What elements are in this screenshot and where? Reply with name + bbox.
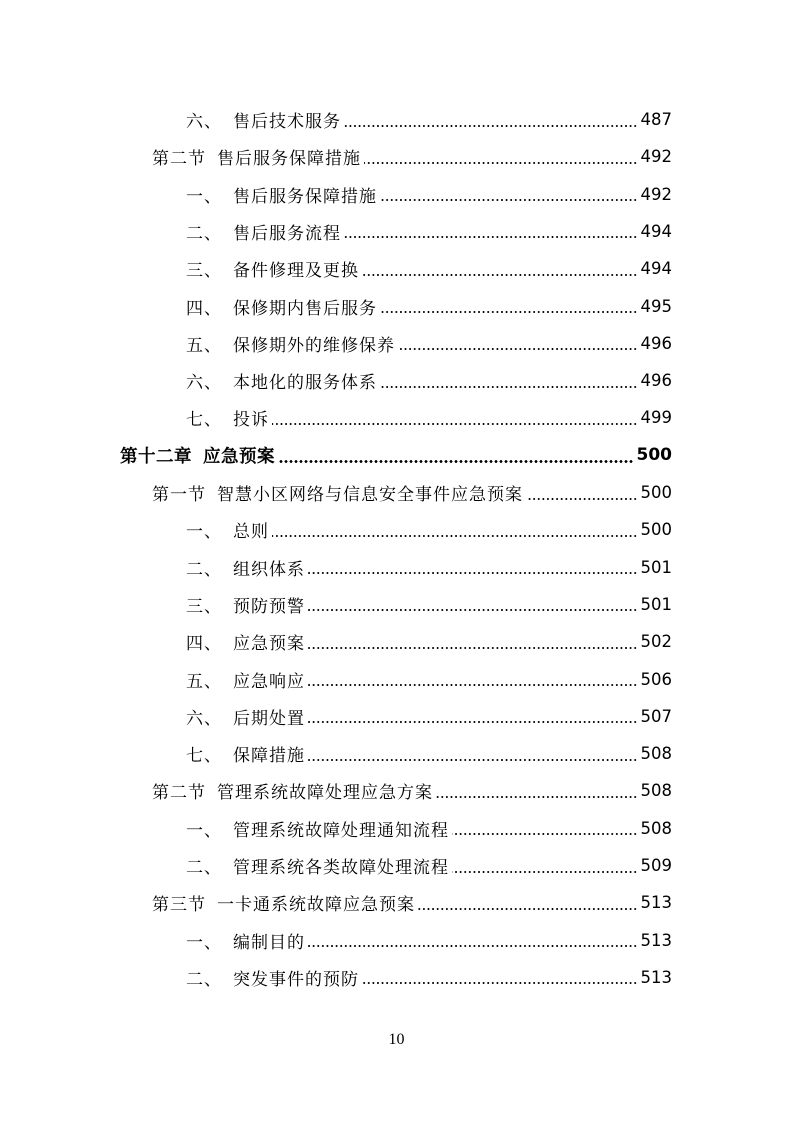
toc-entry-page: 513	[640, 893, 672, 913]
dot-leader	[308, 609, 638, 611]
toc-entry-label	[120, 443, 275, 468]
toc-entry[interactable]	[152, 772, 672, 809]
toc-entry-number: 第二节	[152, 149, 206, 170]
toc-entry-number: 第一节	[152, 485, 206, 505]
dot-leader	[380, 199, 638, 201]
toc-entry-number: 二、	[186, 559, 222, 580]
toc-entry[interactable]	[152, 884, 672, 921]
dot-leader	[308, 945, 638, 947]
toc-entry-title: 投诉	[233, 410, 269, 431]
dot-leader	[308, 684, 638, 686]
toc-entry-page: 487	[640, 110, 672, 129]
toc-entry-number: 五、	[186, 671, 222, 692]
toc-entry-page: 507	[640, 706, 672, 726]
toc-entry-label	[186, 517, 269, 542]
toc-entry-label	[186, 629, 305, 654]
dot-leader	[418, 908, 638, 910]
toc-entry-page: 502	[640, 632, 672, 652]
toc-entry-title: 售后技术服务	[233, 112, 341, 132]
dot-leader	[308, 572, 638, 574]
dot-leader	[526, 498, 638, 500]
toc-entry-page: 509	[640, 856, 672, 875]
toc-entry-label	[186, 182, 377, 207]
toc-entry-title: 后期处置	[233, 708, 305, 729]
toc-entry-title: 售后服务保障措施	[217, 149, 361, 170]
toc-entry-page: 492	[640, 184, 672, 204]
toc-entry-page: 496	[640, 371, 672, 391]
toc-entry[interactable]	[152, 474, 672, 511]
toc-entry[interactable]	[186, 399, 672, 436]
dot-leader	[452, 833, 638, 835]
toc-entry-title: 突发事件的预防	[233, 969, 359, 990]
dot-leader	[344, 236, 638, 238]
toc-entry-page: 500	[640, 483, 672, 502]
dot-leader	[272, 423, 638, 425]
toc-entry-number: 六、	[186, 708, 222, 729]
toc-entry-label	[186, 331, 395, 356]
toc-entry-title: 预防预警	[233, 596, 305, 617]
toc-entry-number: 五、	[186, 335, 222, 356]
toc-entry-label	[152, 144, 361, 169]
toc-entry-label	[152, 480, 523, 505]
toc-entry-page: 492	[640, 147, 672, 167]
toc-entry[interactable]	[186, 549, 672, 586]
toc-entry-label	[186, 405, 269, 430]
toc-entry[interactable]	[186, 810, 672, 847]
toc-entry[interactable]	[186, 735, 672, 772]
toc-entry-label	[186, 667, 305, 692]
toc-entry-page: 496	[640, 333, 672, 353]
toc-entry-number: 一、	[186, 186, 222, 207]
toc-entry-number: 四、	[186, 634, 222, 655]
toc-entry[interactable]	[186, 698, 672, 735]
toc-entry-label	[186, 592, 305, 617]
toc-entry-label	[186, 219, 341, 244]
toc-entry-number: 六、	[186, 373, 222, 394]
toc-entry-number: 第二节	[152, 783, 206, 804]
toc-entry-title: 组织体系	[233, 559, 305, 580]
toc-entry[interactable]	[186, 511, 672, 548]
toc-entry-label	[186, 816, 449, 841]
toc-entry-title: 保障措施	[233, 746, 305, 767]
toc-entry-number: 四、	[186, 298, 222, 319]
dot-leader	[308, 759, 638, 761]
toc-entry-page: 495	[640, 296, 672, 316]
toc-entry-page: 494	[640, 259, 672, 279]
toc-entry-page: 513	[640, 930, 672, 950]
toc-entry-page: 501	[640, 557, 672, 577]
toc-entry[interactable]	[186, 959, 672, 996]
toc-entry-page: 508	[640, 781, 672, 801]
toc-entry-label	[152, 778, 433, 803]
toc-entry-label	[186, 853, 449, 878]
toc-entry-label	[186, 256, 359, 281]
toc-entry-label	[186, 965, 359, 990]
toc-entry[interactable]	[186, 250, 672, 287]
toc-entry[interactable]	[186, 325, 672, 362]
toc-entry-label	[186, 294, 377, 319]
toc-entry-page: 508	[640, 818, 672, 838]
toc-entry-title: 售后服务流程	[233, 223, 341, 244]
toc-entry-number: 一、	[186, 932, 222, 953]
dot-leader	[452, 871, 638, 873]
toc-entry-page: 501	[640, 594, 672, 614]
toc-entry-page: 506	[640, 669, 672, 689]
toc-entry[interactable]	[152, 138, 672, 175]
toc-entry[interactable]	[186, 922, 672, 959]
toc-entry-number: 三、	[186, 261, 222, 282]
toc-entry-title: 备件修理及更换	[233, 261, 359, 282]
toc-entry[interactable]	[186, 586, 672, 623]
toc-entry[interactable]	[186, 362, 672, 399]
dot-leader	[344, 125, 638, 127]
dot-leader	[308, 647, 638, 649]
toc-entry-number: 一、	[186, 820, 222, 841]
toc-entry-title: 本地化的服务体系	[233, 373, 377, 394]
toc-entry-title: 保修期内售后服务	[233, 298, 377, 319]
toc-entry-title: 售后服务保障措施	[233, 186, 377, 207]
toc-entry-page: 508	[640, 744, 672, 764]
toc-entry-page: 500	[636, 445, 672, 466]
toc-entry-title: 总则	[233, 522, 269, 543]
toc-entry-page: 500	[640, 520, 672, 540]
toc-entry-page: 494	[640, 221, 672, 241]
toc-entry-title: 应急预案	[203, 446, 275, 467]
dot-leader	[362, 982, 638, 984]
toc-entry[interactable]	[186, 288, 672, 325]
dot-leader	[364, 162, 638, 164]
toc-entry-label	[186, 704, 305, 729]
toc-entry[interactable]	[186, 661, 672, 698]
toc-entry-label	[186, 107, 341, 132]
dot-leader	[308, 721, 638, 723]
toc-entry-number: 二、	[186, 969, 222, 990]
toc-entry-title: 编制目的	[233, 932, 305, 953]
toc-entry-page: 499	[640, 408, 672, 428]
toc-entry[interactable]	[186, 176, 672, 213]
toc-entry-page: 513	[640, 967, 672, 987]
toc-entry-number: 三、	[186, 596, 222, 617]
toc-entry-label	[186, 368, 377, 393]
toc-entry-title: 保修期外的维修保养	[233, 335, 395, 356]
toc-entry-number: 六、	[186, 112, 222, 132]
dot-leader	[278, 460, 634, 463]
toc-entry-title: 智慧小区网络与信息安全事件应急预案	[217, 485, 523, 505]
toc-entry-label	[152, 890, 415, 915]
toc-entry-title: 管理系统故障处理通知流程	[233, 820, 449, 841]
dot-leader	[380, 311, 638, 313]
toc-entry-number: 第十二章	[120, 446, 192, 467]
toc-entry-number: 二、	[186, 858, 222, 878]
dot-leader	[436, 796, 638, 798]
toc-entry[interactable]	[186, 623, 672, 660]
toc-entry[interactable]	[186, 101, 672, 138]
toc-entry-title: 应急响应	[233, 671, 305, 692]
toc-entry-title: 一卡通系统故障应急预案	[217, 895, 415, 916]
toc-entry-number: 七、	[186, 410, 222, 431]
toc-entry-number: 二、	[186, 223, 222, 244]
toc-entry-title: 应急预案	[233, 634, 305, 655]
toc-entry-label	[186, 928, 305, 953]
toc-entry[interactable]	[186, 213, 672, 250]
toc-entry-number: 七、	[186, 746, 222, 767]
toc-entry-label	[186, 741, 305, 766]
dot-leader	[362, 274, 638, 276]
toc-chapter-entry[interactable]	[120, 437, 672, 474]
page-number: 10	[388, 1031, 405, 1048]
dot-leader	[272, 535, 638, 537]
toc-entry-number: 一、	[186, 522, 222, 543]
toc-entry-label	[186, 555, 305, 580]
toc-entry-title: 管理系统各类故障处理流程	[233, 858, 449, 878]
toc-entry-number: 第三节	[152, 895, 206, 916]
dot-leader	[380, 386, 638, 388]
toc-entry[interactable]	[186, 847, 672, 884]
toc-entry-title: 管理系统故障处理应急方案	[217, 783, 433, 804]
dot-leader	[398, 348, 638, 350]
